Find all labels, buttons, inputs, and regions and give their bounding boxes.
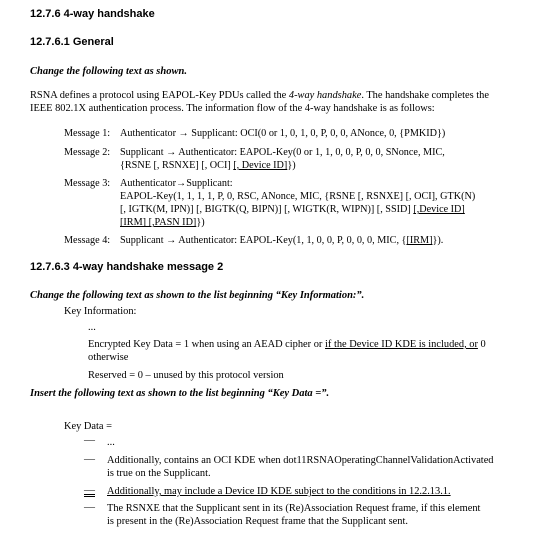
- key-data-item-ellipsis: ...: [107, 437, 115, 448]
- message2-fields: {RSNE [, RSNXE] [, OCI]: [120, 160, 234, 171]
- list-dash: —: [84, 434, 95, 446]
- intro-term: 4-way handshake: [288, 90, 362, 101]
- encrypted-key-data-text: Encrypted Key Data = 1 when using an AEAD cipher or: [88, 339, 325, 350]
- heading-message2: 12.7.6.3 4-way handshake message 2: [30, 261, 224, 273]
- key-data-item-rsnxe-line2: is present in the (Re)Association Request frame that the Supplicant sent.: [107, 516, 408, 527]
- encrypted-key-data-line1: [88, 339, 486, 350]
- message3-device-id-insert: [,Device ID]: [413, 204, 465, 215]
- message4-label: Message 4:: [64, 235, 111, 246]
- message3-close: }): [196, 217, 205, 228]
- message2-device-id-insert: [, Device ID]: [233, 160, 288, 171]
- heading-general: 12.7.6.1 General: [30, 36, 114, 48]
- intro-text-b: . The handshake completes the: [361, 90, 489, 101]
- list-dash-inserted: —: [84, 484, 95, 496]
- message3-text-line3: [120, 204, 465, 215]
- message3-text-line2: EAPOL-Key(1, 1, 1, 1, P, 0, RSC, ANonce, MIC, {RSNE [, RSNXE] [, OCI], GTK(N): [120, 191, 476, 202]
- message2-label: Message 2:: [64, 147, 111, 158]
- message4-text: [120, 235, 443, 246]
- message3-text-line4: [120, 217, 205, 228]
- encrypted-key-data-tail: 0: [477, 339, 486, 350]
- key-data-item-device-id-insert: Additionally, may include a Device ID KDE subject to the conditions in 12.2.13.1.: [107, 486, 451, 497]
- message4-irm-insert: [IRM]: [406, 235, 433, 246]
- reserved-field: Reserved = 0 – unused by this protocol version: [88, 370, 284, 381]
- key-data-item-rsnxe-line1: The RSNXE that the Supplicant sent in its (Re)Association Request frame, if this element: [107, 503, 481, 514]
- list-dash: —: [84, 453, 95, 465]
- encrypted-key-data-line2: otherwise: [88, 352, 129, 363]
- editing-instruction-key-information: Change the following text as shown to the list beginning “Key Information:”.: [30, 290, 365, 301]
- message3-label: Message 3:: [64, 178, 111, 189]
- message2-close: }): [287, 160, 296, 171]
- heading-4way-handshake: 12.7.6 4-way handshake: [30, 8, 155, 20]
- message2-text-line2: [120, 160, 296, 171]
- key-data-item-oci-line2: is true on the Supplicant.: [107, 468, 211, 479]
- intro-text-a: RSNA defines a protocol using EAPOL-Key PDUs called the: [30, 90, 289, 101]
- message3-irm-pasn-insert: [IRM] [,PASN ID]: [120, 217, 197, 228]
- key-data-title: Key Data =: [64, 421, 112, 432]
- message3-text-line1: Authenticator→Supplicant:: [120, 178, 233, 189]
- key-information-title: Key Information:: [64, 306, 137, 317]
- intro-paragraph-line1: [30, 90, 489, 101]
- message3-fields: [, IGTK(M, IPN)] [, BIGTK(Q, BIPN)] [, WIGTK(R, WIPN)] [, SSID]: [120, 204, 414, 215]
- key-data-item-oci-line1: Additionally, contains an OCI KDE when dot11RSNAOperatingChannelValidationActivated: [107, 455, 494, 466]
- message1-text: Authenticator → Supplicant: OCI(0 or 1, 0, 1, 0, P, 0, 0, ANonce, 0, {PMKID}): [120, 128, 446, 139]
- encrypted-key-data-insert: if the Device ID KDE is included, or: [325, 339, 478, 350]
- message1-label: Message 1:: [64, 128, 111, 139]
- list-dash: —: [84, 501, 95, 513]
- message2-text-line1: Supplicant → Authenticator: EAPOL-Key(0 or 1, 1, 0, 0, P, 0, 0, SNonce, MIC,: [120, 147, 445, 158]
- editing-instruction-change: Change the following text as shown.: [30, 66, 187, 77]
- editing-instruction-key-data: Insert the following text as shown to the list beginning “Key Data =”.: [30, 388, 330, 399]
- intro-paragraph-line2: IEEE 802.1X authentication process. The information flow of the 4-way handshake is as follows:: [30, 103, 435, 114]
- message4-close: }).: [432, 235, 444, 246]
- message4-fields: Supplicant → Authenticator: EAPOL-Key(1, 1, 0, 0, P, 0, 0, 0, MIC, {: [120, 235, 407, 246]
- key-information-ellipsis: ...: [88, 322, 96, 333]
